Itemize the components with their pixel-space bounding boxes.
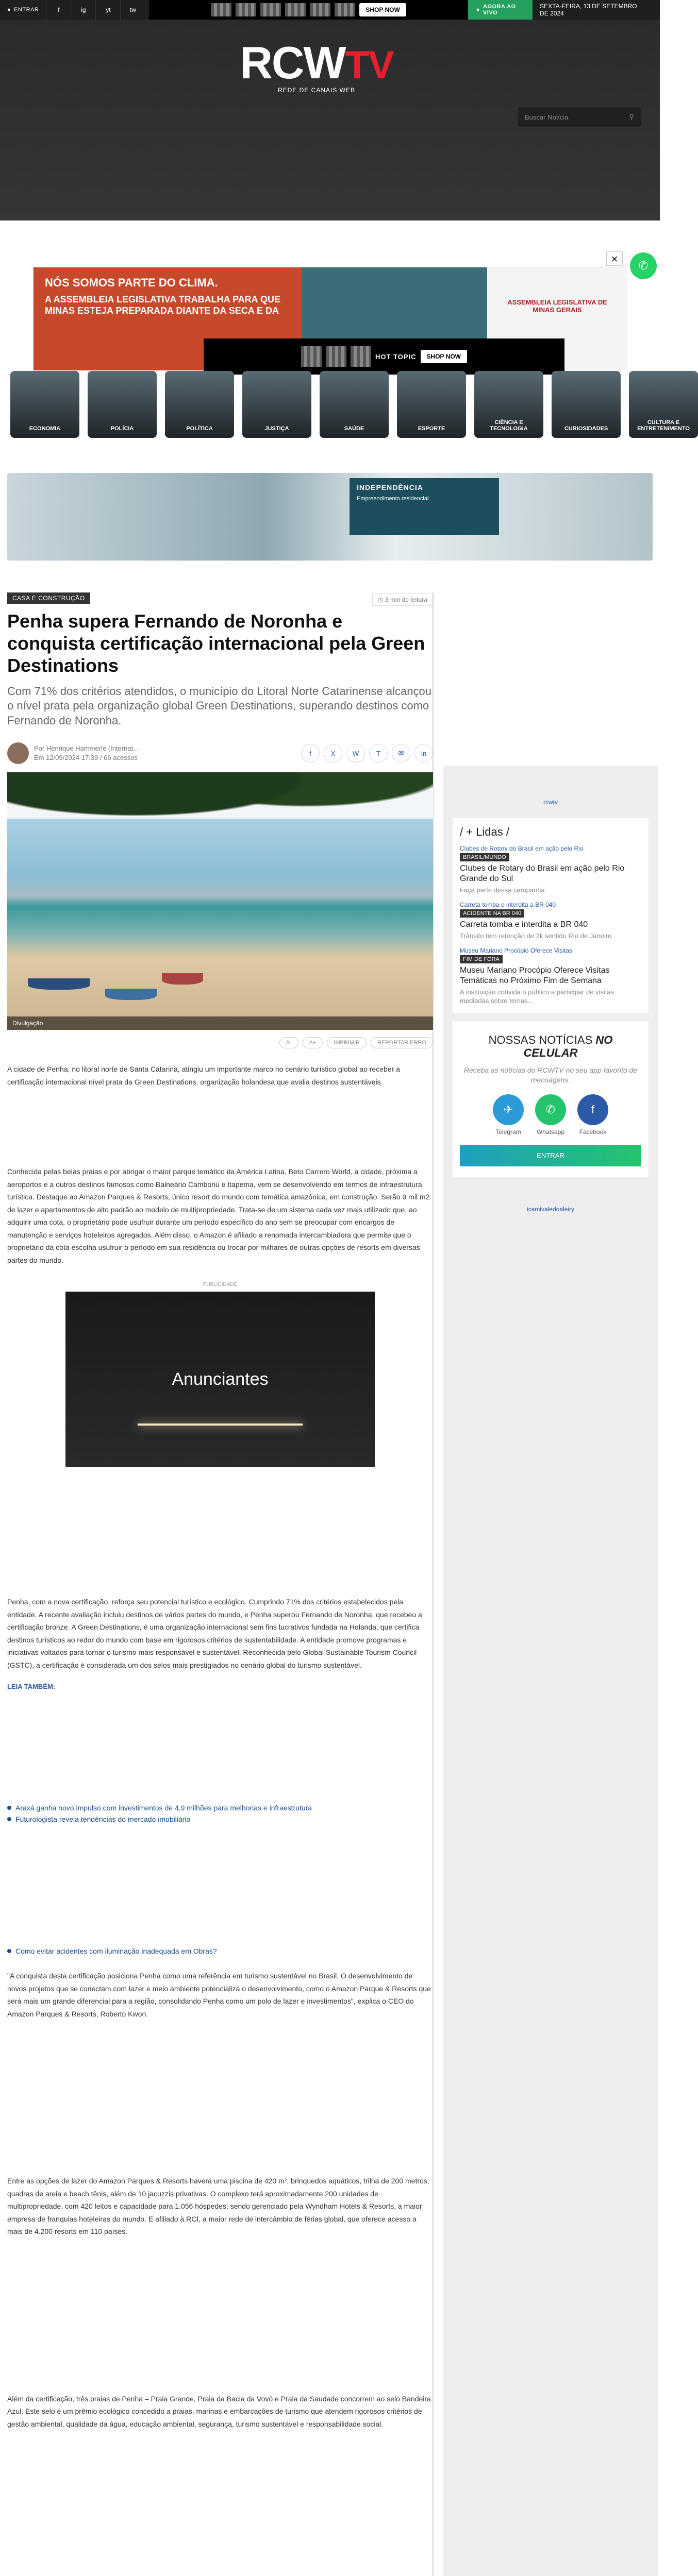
category-politica[interactable]: POLÍTICA <box>165 371 234 438</box>
enter-button[interactable]: ENTRAR <box>460 1145 641 1166</box>
share-linkedin-icon[interactable]: in <box>414 744 433 762</box>
photo-boat <box>28 978 90 990</box>
share-buttons <box>301 744 433 762</box>
close-ad-button[interactable]: × <box>606 251 623 266</box>
real-estate-banner-ad[interactable] <box>7 473 653 561</box>
newsletter-text: Receba as notícias do RCWTV no seu app favorito de mensagens. <box>463 1066 638 1084</box>
ad-thumb <box>211 3 231 16</box>
most-read-title: / + Lidas / <box>460 825 510 838</box>
sidebar-logo-image[interactable]: rcwtv <box>543 799 558 806</box>
category-tag[interactable]: CASA E CONSTRUÇÃO <box>7 592 90 604</box>
top-bar <box>0 0 660 20</box>
ad-thumb <box>335 3 355 16</box>
inline-ad[interactable]: Anunciantes <box>65 1292 375 1467</box>
share-email-icon[interactable]: ✉ <box>392 744 410 762</box>
paragraph: Entre as opções de lazer do Amazon Parques & Resorts haverá uma piscina de 420 m², brinquedos aquáticos, trilha de 200 metros, quadras de areia e beach tênis, além de 10 jacuzzis privativas. O complexo terá aproximadamente 200 unidades de multipropriedade, com 420 leitos e capacidade para 1.056 hóspedes, sendo gerenciado pela Wyndham Hotels & Resorts, a maior empresa de franquias hoteleiras do mundo. E afiliado à RCI, a maior rede de intercâmbio de férias global, que oferece acesso a mais de 4.200 resorts em 110 países. <box>7 2177 429 2236</box>
most-read <box>453 818 649 1013</box>
read-time: ◷ 3 min de leitura <box>372 594 433 606</box>
paragraph: Conhecida pelas belas praias e por abrigar o maior parque temático da América Latina, Beto Carrero World, a cidade, próxima a aeroportos e a outros destinos famosos como Balneário Camboriú e Itapema, vem se desenvolvendo em termos de infraestrutura turística. Destaque ao Amazon Parques & Resorts, único resort do mundo com temática amazônica, em construção. Serão 9 mil m2 de lazer e apartamentos de alto padrão ao modelo de multipropriedade. Trata-se de um sistema cada vez mais utilizado que, ao adquirir uma cota, o proprietário pode usufruir durante um período específico do ano sem se preocupar com encargos de manutenção e serviços hoteleiros agregados. Além disso, o Amazon é afiliado a renomada intercambiadora que permite que o proprietário da cota escolha usufruir o período em sua residência ou trocar por milhares de outras opções de resorts em diversas partes do mundo. <box>7 1167 430 1264</box>
paragraph: "A conquista desta certificação posiciona Penha como uma referência em turismo sustentável no Brasil. O desenvolvimento de novos projetos que se conectam com lazer e meio ambiente potencializa o desenvolvimento, como o Amazon Parque & Resorts que será mais um grande diferencial para a região, consolidando Penha como um polo de lazer e investimentos", explica o CEO do Amazon Parques & Resorts, Roberto Kwon. <box>7 1972 431 2018</box>
top-ad[interactable] <box>149 0 468 20</box>
font-increase-button[interactable]: A+ <box>303 1037 323 1048</box>
most-read-item[interactable]: Carreta tomba e interdita a BR 040 ACIDENTE NA BR 040 Carreta tomba e interdita a BR 040 Trânsito tem retenção de 2k sentido Rio de Janeiro <box>460 901 612 940</box>
whatsapp-icon: ✆ <box>535 1094 566 1125</box>
publish-date: Em 12/09/2024 17:39 <box>34 754 98 762</box>
facebook-icon: f <box>577 1094 608 1125</box>
category-policia[interactable]: POLÍCIA <box>88 371 157 438</box>
ad-left-panel: NÓS SOMOS PARTE DO CLIMA. A ASSEMBLEIA LEGISLATIVA TRABALHA PARA QUE MINAS ESTEJA PREPARADA DIANTE DA SECA E DA <box>34 267 302 370</box>
whatsapp-float-button[interactable] <box>630 252 657 279</box>
author-avatar <box>7 742 29 764</box>
live-button[interactable]: ● AGORA AO VIVO <box>468 0 533 20</box>
category-justica[interactable]: JUSTIÇA <box>242 371 311 438</box>
author-name[interactable]: Por Henrique Hammerle (Internat... <box>34 744 139 753</box>
article-body <box>7 1063 433 2430</box>
banner-info-box: INDEPENDÊNCIA Empreendimento residencial <box>350 478 499 535</box>
category-saude[interactable]: SAÚDE <box>320 371 389 438</box>
whatsapp-button[interactable]: ✆ Whatsapp <box>535 1094 566 1136</box>
paragraph: Penha, com a nova certificação, reforça seu potencial turístico e ecológico. Cumprindo 71% dos critérios estabelecidos pela entidade. A recente avaliação incluiu destinos de vários partes do mundo, e Penha superou Fernando de Noronha, que recebeu a certificação bronze. A Green Destinations, é uma organização internacional sem fins lucrativos fundada na Holanda, que certifica destinos turísticos ao redor do mundo com base em rigorosos critérios de sustentabilidade. A entidade promove programas e iniciativas voltados para tornar o turismo mais responsável e sustentável. Reconhecida pelo Global Sustainable Tourism Council (GSTC), a certificação é considerada um dos selos mais prestigiados no cenário global do turismo sustentável. <box>7 1598 422 1669</box>
category-economia[interactable]: ECONOMIA <box>10 371 79 438</box>
ad-thumb <box>326 346 346 367</box>
article-title: Penha supera Fernando de Noronha e conquista certificação internacional pela Green Destinations <box>7 611 425 676</box>
read-also-heading: LEIA TAMBÉM: <box>7 1683 56 1691</box>
social-links <box>46 0 145 20</box>
ad-thumb <box>301 346 322 367</box>
site-header <box>0 20 660 221</box>
site-logo[interactable]: RCWTV REDE DE CANAIS WEB <box>240 37 393 94</box>
login-link[interactable]: ● ENTRAR <box>7 7 39 13</box>
article-excerpt: Com 71% dos critérios atendidos, o município do Litoral Norte Catarinense alcançou o nível prata pela organização global Green Destinations, superando destinos como Fernando de Noronha. <box>7 684 431 727</box>
search-input[interactable]: Buscar Notícia ⚲ <box>518 107 641 127</box>
ad-thumb <box>260 3 281 16</box>
category-esporte[interactable]: ESPORTE <box>397 371 466 438</box>
category-curiosidades[interactable]: CURIOSIDADES <box>552 371 621 438</box>
related-link[interactable]: Futurologista revela tendências do mercado imobiliário <box>7 1815 433 1823</box>
photo-boat <box>162 973 203 985</box>
article-photo[interactable] <box>7 772 433 1030</box>
most-read-item[interactable]: Museu Mariano Procópio Oferece Visitas FIM DE FORA Museu Mariano Procópio Oferece Visitas Temáticas no Próximo Fim de Semana A instituição convida o público a participar de visitas mediadas sobre temas... <box>460 946 614 1005</box>
facebook-button[interactable]: f Facebook <box>577 1094 608 1136</box>
most-read-item[interactable]: Clubes de Rotary do Brasil em ação pelo Rio BRASIL/MUNDO Clubes de Rotary do Brasil em ação pelo Rio Grande do Sul Faça parte dessa campanha <box>460 845 625 894</box>
logo-tagline: REDE DE CANAIS WEB <box>277 87 356 94</box>
photo-boat <box>105 989 157 1000</box>
font-decrease-button[interactable]: A- <box>279 1037 298 1048</box>
telegram-button[interactable]: ✈ Telegram <box>493 1094 524 1136</box>
article-meta: Por Henrique Hammerle (Internat... Em 12/09/2024 17:39 / 66 acessos f X W T ✉ in <box>7 742 433 764</box>
ad-bottom-strip <box>204 338 564 375</box>
newsletter-box <box>453 1021 649 1177</box>
category-cultura[interactable]: CULTURA E ENTRETENIMENTO <box>629 371 698 438</box>
print-button[interactable]: IMPRIMIR <box>327 1037 367 1048</box>
instagram-icon[interactable]: ig <box>71 0 95 20</box>
ad-thumb <box>236 3 256 16</box>
share-facebook-icon[interactable]: f <box>301 744 320 762</box>
youtube-icon[interactable]: yt <box>95 0 120 20</box>
share-telegram-icon[interactable]: T <box>369 744 388 762</box>
ad-shop-now-button[interactable]: SHOP NOW <box>359 3 406 16</box>
article <box>7 592 433 2430</box>
share-x-icon[interactable]: X <box>324 744 342 762</box>
category-ciencia[interactable]: CIÊNCIA E TECNOLOGIA <box>474 371 543 438</box>
telegram-icon: ✈ <box>493 1094 524 1125</box>
ad-thumb <box>310 3 330 16</box>
photo-caption: Divulgação <box>7 1016 433 1030</box>
ad-label: PUBLICIDADE <box>203 1282 238 1288</box>
overlay-ad[interactable] <box>33 267 627 370</box>
ad-right-panel: ASSEMBLEIA LEGISLATIVA DE MINAS GERAIS <box>487 267 627 370</box>
paragraph: A cidade de Penha, no litoral norte de Santa Catarina, atingiu um importante marco no cenário turístico global ao receber a certificação internacional nível prata da Green Destinations, organização holandesa que avalia destinos sustentáveis. <box>7 1065 400 1086</box>
ad-shop-now-button[interactable]: SHOP NOW <box>421 350 467 363</box>
sidebar-ad-image[interactable]: icamivaledoaleiry <box>526 1205 575 1213</box>
ad-thumb <box>285 3 306 16</box>
view-count: 66 acessos <box>104 754 138 762</box>
related-link[interactable]: Como evitar acidentes com iluminação inadequada em Obras? <box>7 1947 433 1955</box>
newsletter-title: NOSSAS NOTÍCIAS NO CELULAR <box>488 1033 613 1059</box>
channel-buttons <box>460 1094 641 1136</box>
category-carousel <box>10 371 690 438</box>
user-icon: ● <box>7 7 11 13</box>
search-icon[interactable]: ⚲ <box>629 113 634 121</box>
report-error-button[interactable]: REPORTAR ERRO <box>371 1037 433 1048</box>
whatsapp-icon: ✆ <box>638 259 649 272</box>
paragraph: Além da certificação, três praias de Penha – Praia Grande, Praia da Bacia da Vovó e Praia da Saudade concorrem ao selo Bandeira Azul. Este selo é um prêmio ecológico concedido a praias, marinas e embarcações de turismo que atendem rigorosos critérios de gestão ambiental, qualidade da água, educação ambiental, segurança, turismo sustentável e responsabilidade social. <box>7 2394 431 2428</box>
share-whatsapp-icon[interactable]: W <box>346 744 365 762</box>
ad-thumb <box>351 346 371 367</box>
clock-icon: ◷ <box>378 596 385 603</box>
facebook-icon[interactable]: f <box>46 0 71 20</box>
ad-brand: HOT TOPIC <box>375 352 417 361</box>
related-link[interactable]: Araxá ganha novo impulso com investimentos de 4,9 milhões para melhorias e infraestrutura <box>7 1804 433 1812</box>
twitter-icon[interactable]: tw <box>120 0 145 20</box>
article-controls <box>7 1037 433 1048</box>
sidebar <box>443 766 658 2576</box>
live-dot-icon: ● <box>476 7 480 13</box>
photo-foliage <box>7 772 433 844</box>
current-date: SEXTA-FEIRA, 13 DE SETEMBRO DE 2024 <box>540 3 637 17</box>
